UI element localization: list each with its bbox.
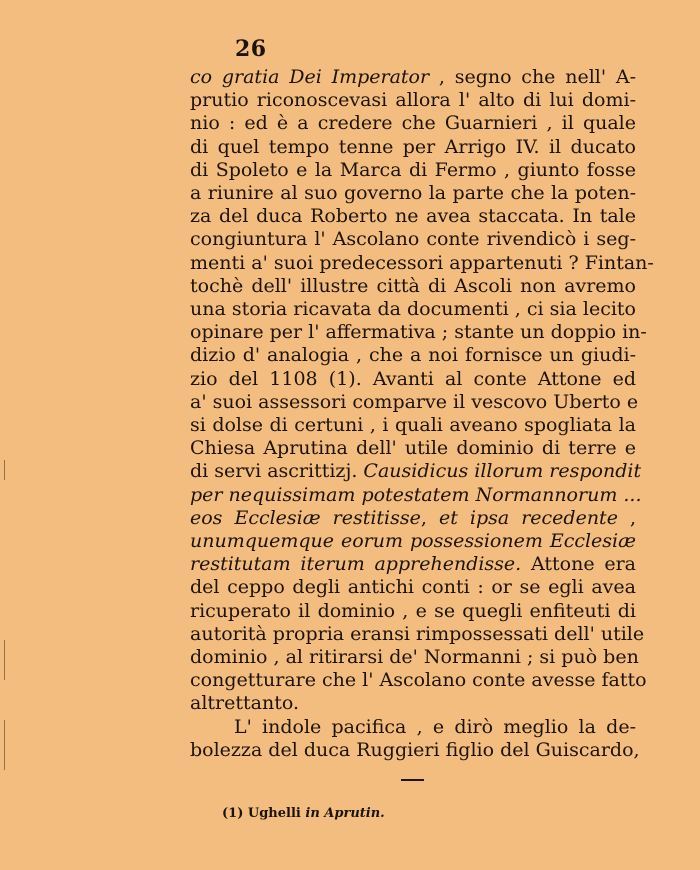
line-text: , segno che nell' A- xyxy=(438,66,636,88)
text-line: dizio d' analogia , che a noi fornisce un giudi- xyxy=(190,344,636,367)
text-line: di Spoleto e la Marca di Fermo , giunto fosse xyxy=(190,158,636,181)
body-text xyxy=(190,66,654,762)
page-edge-mark xyxy=(4,460,5,480)
text-line xyxy=(190,483,642,507)
footnote-reference: in Aprutin. xyxy=(305,806,385,821)
line-text: Attone era xyxy=(530,553,636,576)
page-number: 26 xyxy=(235,36,267,62)
text-line: si dolse di certuni , i quali aveano spogliata la xyxy=(190,414,636,437)
page-edge-mark xyxy=(4,640,5,680)
text-line xyxy=(190,507,636,530)
text-line: Chiesa Aprutina dell' utile dominio di terre e xyxy=(190,437,636,460)
latin-quote: eos Ecclesiæ restitisse xyxy=(190,506,421,529)
text-line: autorità propria eransi rimpossessati dell' utile xyxy=(190,622,645,645)
text-line: nio : ed è a credere che Guarnieri , il quale xyxy=(190,112,636,135)
text-line xyxy=(190,460,642,483)
text-line xyxy=(190,530,636,553)
text-line: L' indole pacifica , e dirò meglio la de- xyxy=(234,715,636,738)
footnote-marker: (1) Ughelli xyxy=(222,806,301,821)
footnote-divider xyxy=(401,779,424,781)
text-line: del ceppo degli antichi conti : or se egli avea xyxy=(190,576,636,599)
latin-quote: per nequissimam potestatem Normannorum ... xyxy=(190,483,642,506)
latin-quote: co gratia Dei Imperator xyxy=(190,66,430,88)
footnote xyxy=(222,806,385,821)
text-line: a riunire al suo governo la parte che la poten- xyxy=(190,182,636,205)
text-line: zio del 1108 (1). Avanti al conte Attone ed xyxy=(190,367,636,390)
text-line: altrettanto. xyxy=(190,692,299,715)
latin-quote: et ipsa recedente xyxy=(438,506,618,529)
text-line: di quel tempo tenne per Arrigo IV. il ducato xyxy=(190,135,636,158)
line-text: , xyxy=(420,506,427,529)
text-line: congiuntura l' Ascolano conte rivendicò i seg- xyxy=(190,228,636,251)
text-line: menti a' suoi predecessori appartenuti ? Fintan- xyxy=(190,251,654,274)
line-text: di servi ascrittizj. xyxy=(190,460,358,483)
text-line: opinare per l' affermativa ; stante un doppio in- xyxy=(190,321,647,344)
text-line: bolezza del duca Ruggieri figlio del Guiscardo, xyxy=(190,738,640,761)
text-line xyxy=(190,66,636,89)
latin-quote: restitutam iterum apprehendisse. xyxy=(190,553,522,576)
line-text: , xyxy=(629,506,637,529)
text-line xyxy=(190,553,636,576)
text-line: a' suoi assessori comparve il vescovo Uberto e xyxy=(190,390,639,413)
page-edge-mark xyxy=(4,720,5,770)
latin-quote: unumquemque eorum possessionem Ecclesiæ xyxy=(190,530,636,553)
text-line: prutio riconoscevasi allora l' alto di lui domi- xyxy=(190,89,636,112)
latin-quote: Causidicus illorum respondit xyxy=(363,460,642,483)
text-line: za del duca Roberto ne avea staccata. In tale xyxy=(190,205,636,228)
text-line: una storia ricavata da documenti , ci sia lecito xyxy=(190,298,636,321)
text-line: tochè dell' illustre città di Ascoli non avremo xyxy=(190,274,636,297)
text-line: dominio , al ritirarsi de' Normanni ; si può ben xyxy=(190,646,639,669)
text-line: congetturare che l' Ascolano conte avesse fatto xyxy=(190,669,647,692)
text-line: ricuperato il dominio , e se quegli enfiteuti di xyxy=(190,599,636,622)
